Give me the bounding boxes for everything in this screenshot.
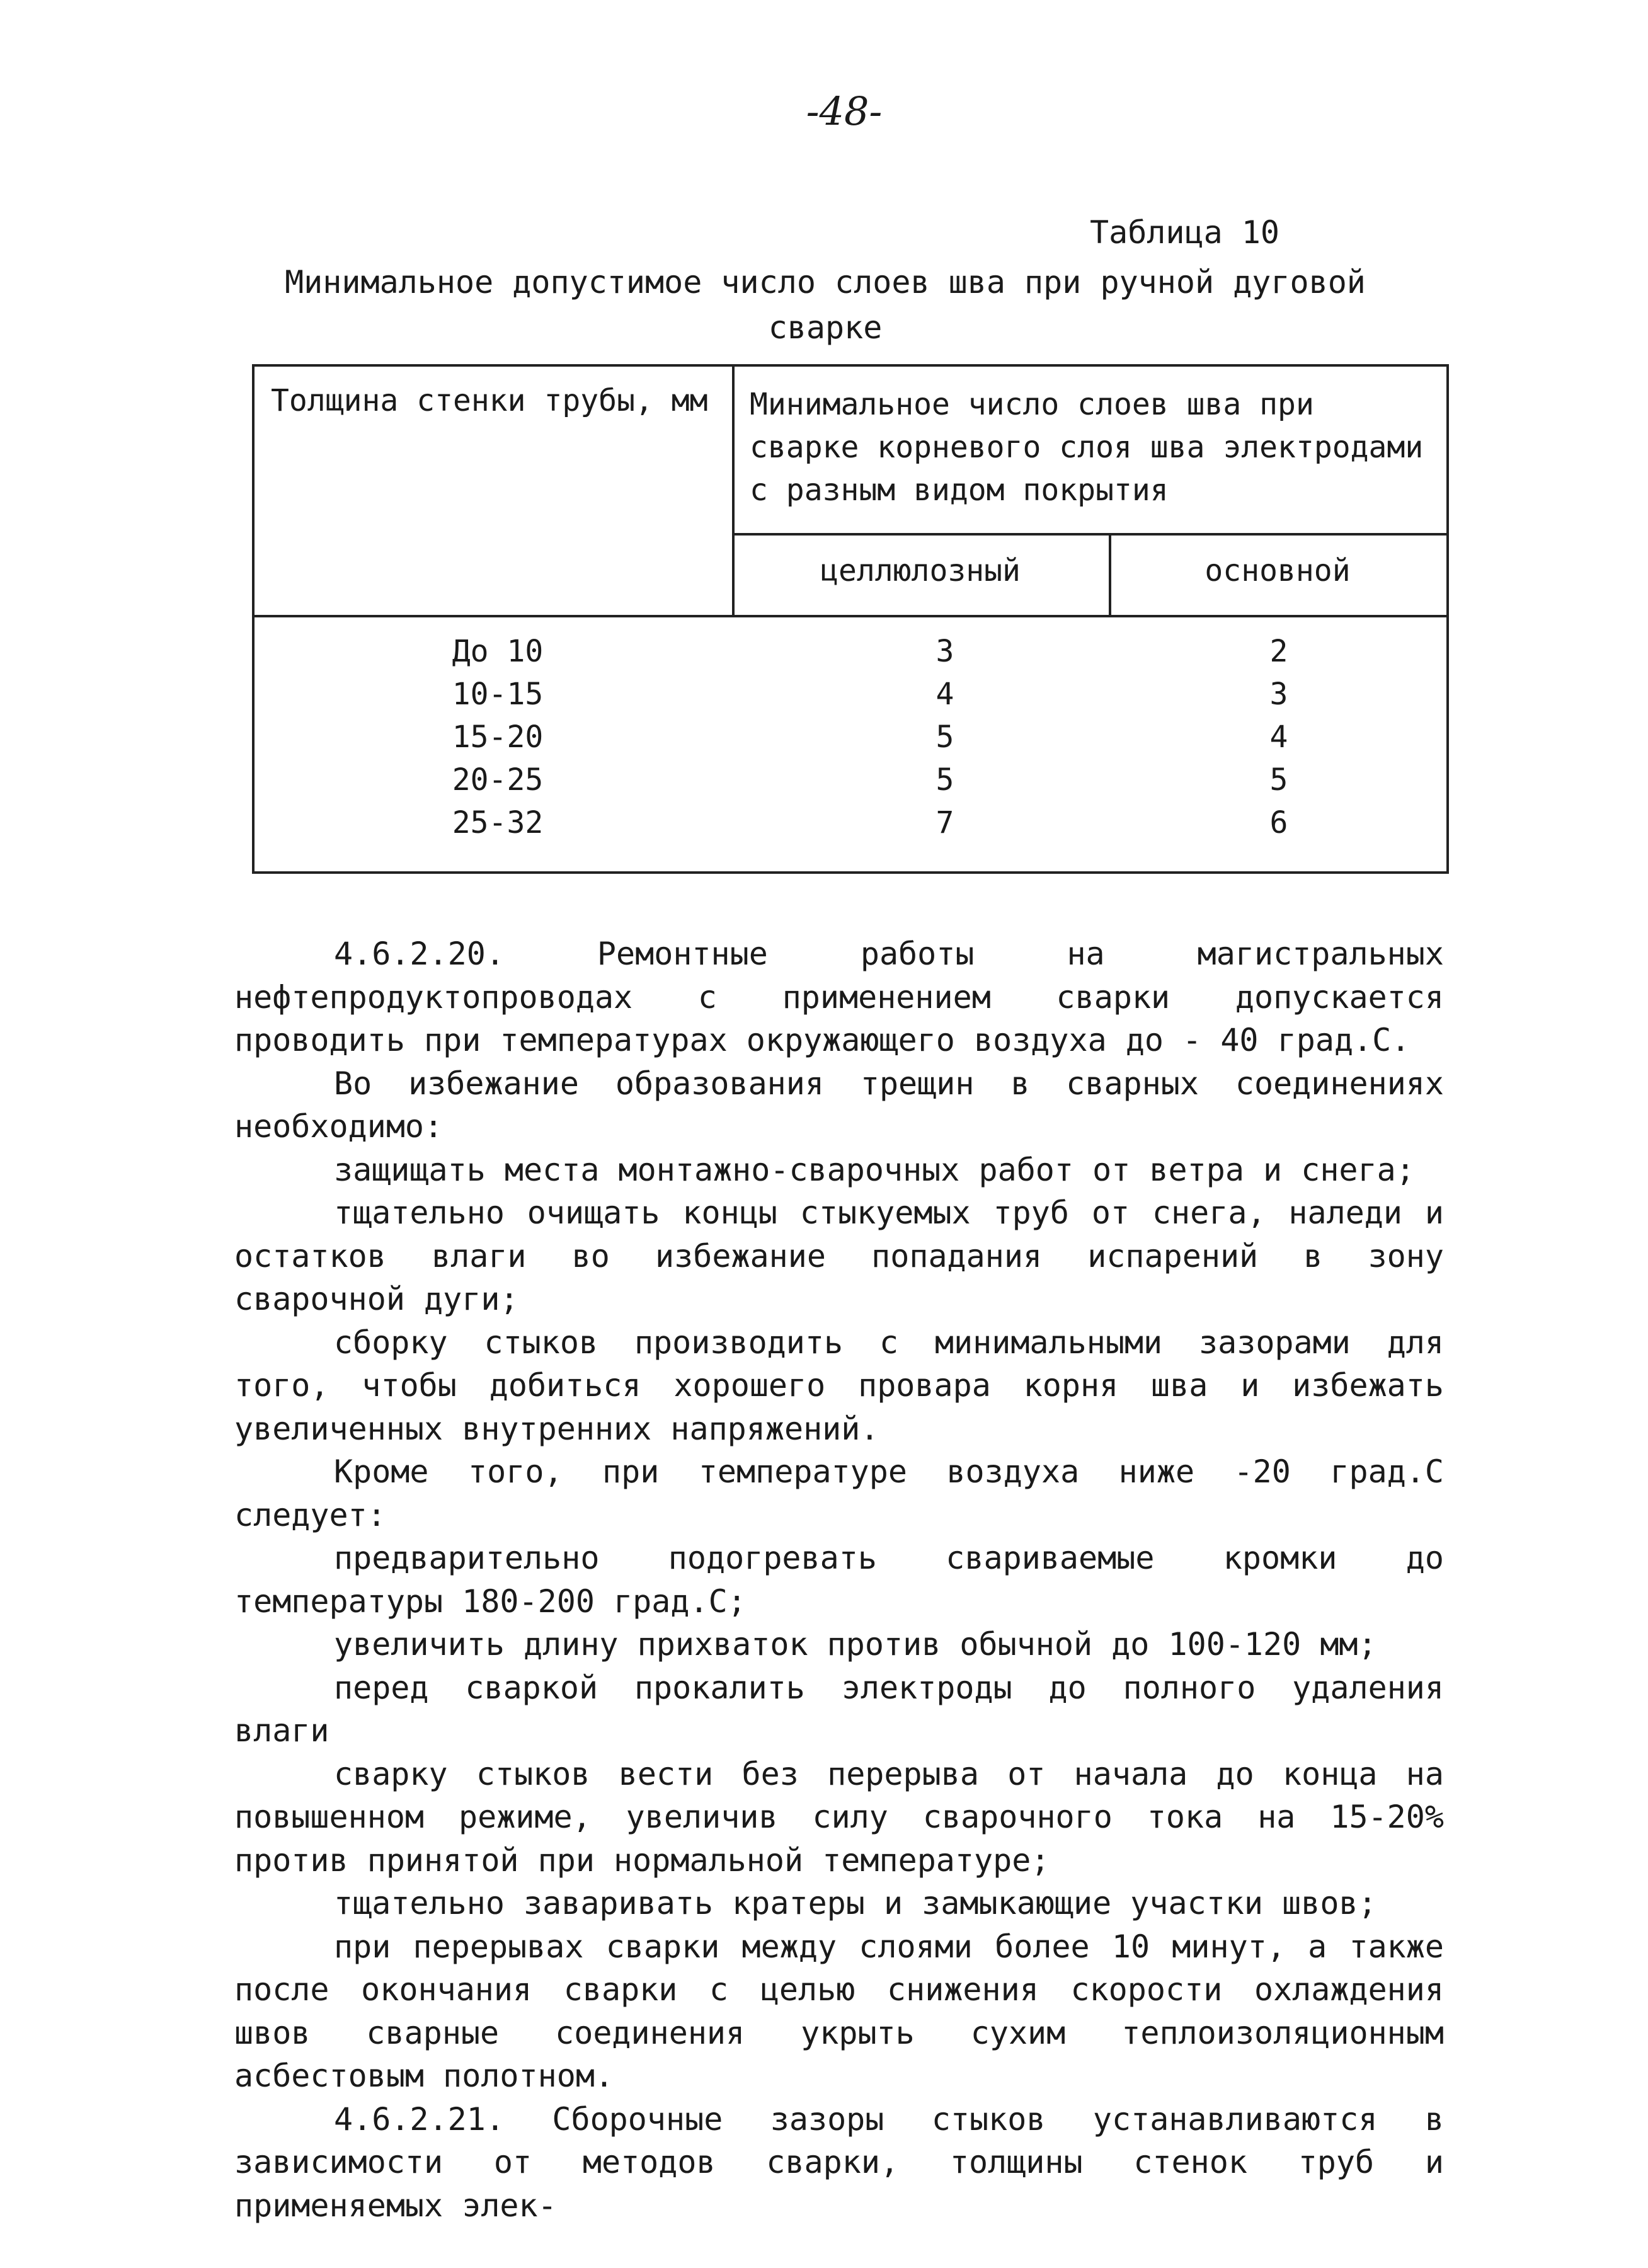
cell-thickness: 10-15 [452,677,544,712]
cell-cellulose: 5 [936,719,954,755]
table-row [252,634,1449,677]
table-body [252,634,1449,848]
list-item: перед сваркой прокалить электроды до полного удаления влаги [234,1669,1444,1749]
table-row [252,762,1449,805]
cell-basic: 5 [1269,762,1288,798]
list-item: увеличить длину прихваток против обычной до 100-120 мм; [334,1626,1377,1663]
body-text [234,932,1444,2227]
cell-basic: 3 [1269,677,1288,712]
paragraph-low-temperature: Кроме того, при температуре воздуха ниже -20 град.С следует: [234,1453,1444,1533]
header-min-layers: Минимальное число слоев шва при сварке корневого слоя шва электродами с разным видом покрытия [750,387,1424,508]
table-header-divider [252,615,1449,617]
list-item: тщательно очищать концы стыкуемых труб от снега, наледи и остатков влаги во избежание попадания испарений в зону сварочной дуги; [234,1194,1444,1317]
list-item: тщательно заваривать кратеры и замыкающие участки швов; [334,1885,1377,1922]
data-table [252,364,1449,874]
table-subheader-divider [732,533,1449,536]
paragraph-4-6-2-21: 4.6.2.21. Сборочные зазоры стыков устанавливаются в зависимости от методов сварки, толщины стенок труб и применяемых элек- [234,2100,1444,2224]
cell-thickness: 20-25 [452,762,544,798]
cell-basic: 4 [1269,719,1288,755]
subheader-basic: основной [1205,553,1351,588]
list-item: при перерывах сварки между слоями более 10 минут, а также после окончания сварки с целью снижения скорости охлаждения швов сварные соединения укрыть сухим теплоизоляционным асбестовым полотном. [234,1928,1444,2094]
table-row [252,805,1449,848]
page-number: -48- [806,88,883,134]
table-title: Минимальное допустимое число слоев шва при ручной дуговой сварке [285,264,1366,346]
list-item: предварительно подогревать свариваемые кромки до температуры 180-200 град.С; [234,1540,1444,1620]
cell-cellulose: 7 [936,805,954,840]
cell-thickness: До 10 [452,634,544,669]
table-row [252,719,1449,762]
paragraph-4-6-2-20: 4.6.2.20. Ремонтные работы на магистральных нефтепродуктопроводах с применением сварки допускается проводить при температурах окружающего воздуха до - 40 град.С. [234,936,1444,1058]
cell-cellulose: 3 [936,634,954,669]
paragraph-crack-prevention: Во избежание образования трещин в сварных соединениях необходимо: [234,1065,1444,1145]
list-item: сварку стыков вести без перерыва от начала до конца на повышенном режиме, увеличив силу сварочного тока на 15-20% против принятой при нормальной температуре; [234,1755,1444,1879]
table-border-top [252,364,1449,367]
cell-basic: 2 [1269,634,1288,669]
subheader-cellulose: целлюлозный [820,553,1021,588]
list-item: защищать места монтажно-сварочных работ от ветра и снега; [334,1151,1415,1188]
list-item: сборку стыков производить с минимальными зазорами для того, чтобы добиться хорошего провара корня шва и избежать увеличенных внутренних напряжений. [234,1324,1444,1447]
header-wall-thickness: Толщина стенки трубы, мм [271,383,708,418]
cell-basic: 6 [1269,805,1288,840]
cell-cellulose: 4 [936,677,954,712]
table-border-bottom [252,871,1449,874]
cell-cellulose: 5 [936,762,954,798]
table-row [252,677,1449,719]
table-caption: Таблица 10 [1090,214,1280,251]
cell-thickness: 25-32 [452,805,544,840]
cell-thickness: 15-20 [452,719,544,755]
